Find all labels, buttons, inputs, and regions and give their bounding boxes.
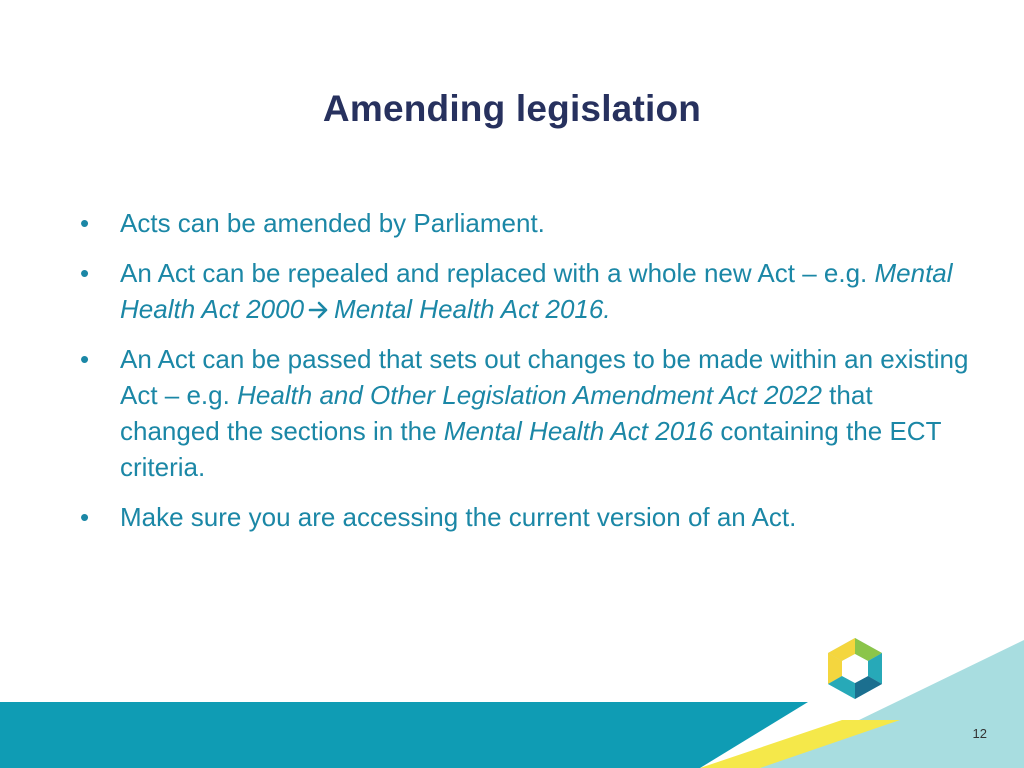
act-title: Mental Health Act 2000 [120, 258, 953, 324]
bullet-text: that changed the sections in the [120, 380, 873, 446]
bullet-text: An Act can be repealed and replaced with a whole new Act – e.g. [120, 258, 875, 288]
teal-band [0, 702, 808, 768]
bullet-text: An Act can be passed that sets out changes to be made within an existing Act – e.g. [120, 344, 969, 410]
act-title: Mental Health Act 2016. [334, 294, 611, 324]
bullet-dot-icon: • [80, 502, 90, 532]
bullet-dot-icon: • [80, 344, 90, 374]
slide-title: Amending legislation [322, 88, 702, 129]
bullet-text: Make sure you are accessing the current version of an Act. [120, 502, 797, 532]
bullet-text: Acts can be amended by Parliament. [120, 208, 545, 238]
bullet-dot-icon: • [80, 258, 90, 288]
page-number: 12 [972, 726, 987, 741]
bullet-dot-icon: • [80, 208, 90, 238]
hexagon-logo-icon [828, 638, 882, 699]
bullet-text: containing the ECT criteria. [120, 416, 941, 482]
act-title: Mental Health Act 2016 [443, 416, 714, 446]
act-title: Health and Other Legislation Amendment Act 2022 [237, 380, 822, 410]
